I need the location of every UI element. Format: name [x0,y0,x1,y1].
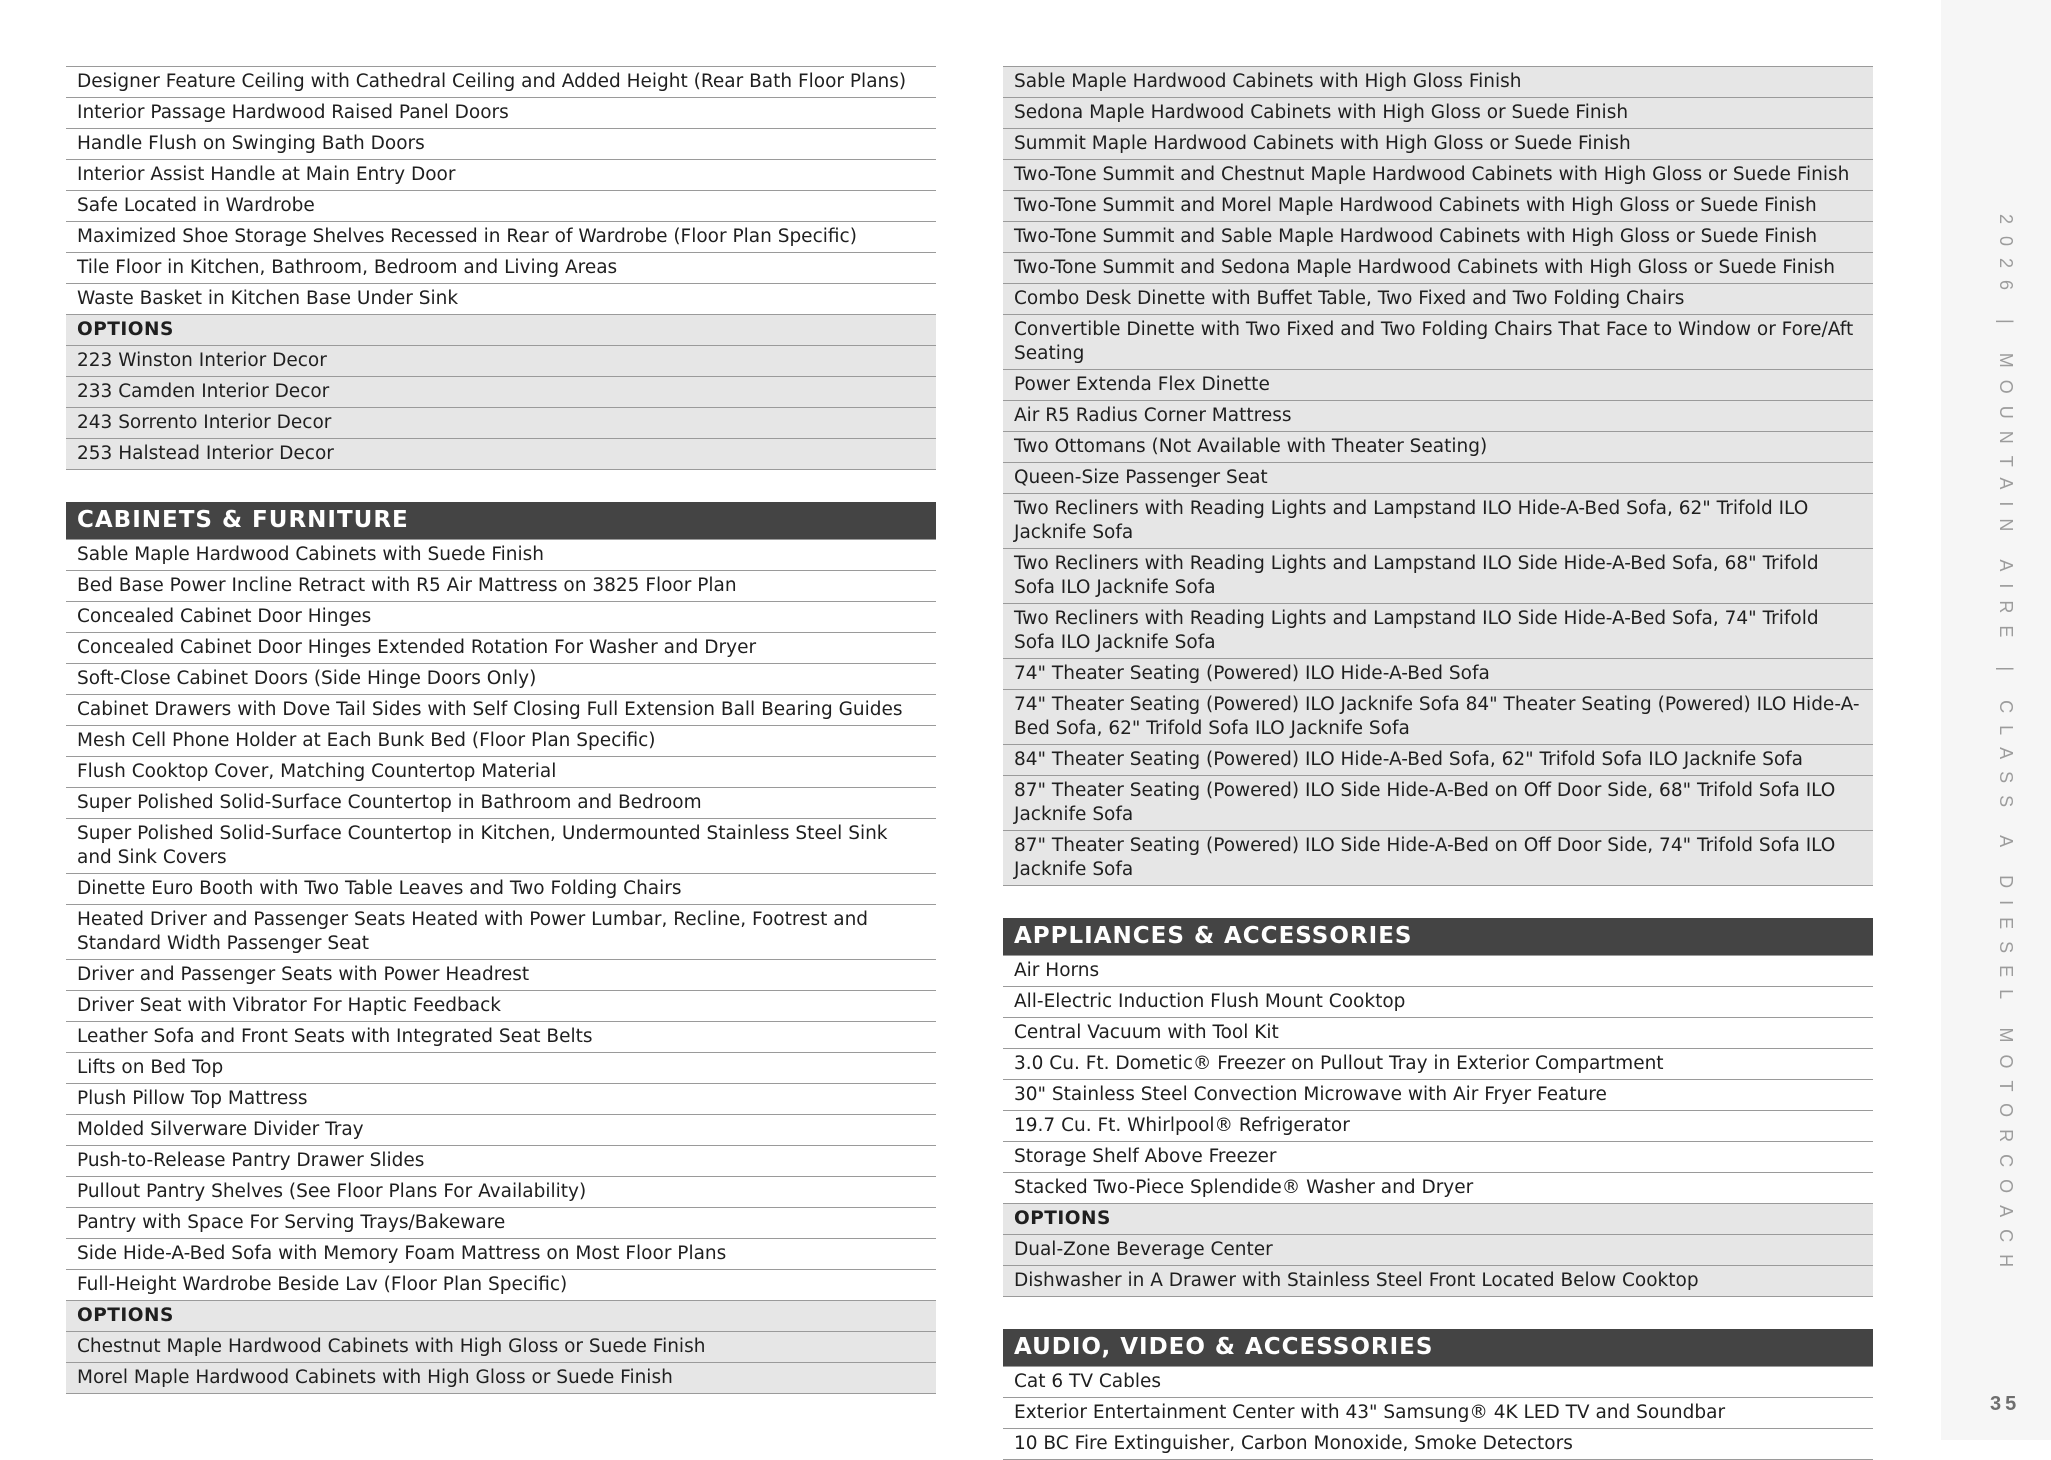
spec-row: Queen-Size Passenger Seat [1003,463,1873,494]
spec-row: Molded Silverware Divider Tray [66,1115,936,1146]
spec-row: Concealed Cabinet Door Hinges [66,602,936,633]
options-label: OPTIONS [66,315,936,346]
spec-row: Morel Maple Hardwood Cabinets with High Gloss or Suede Finish [66,1363,936,1394]
spec-row: Concealed Cabinet Door Hinges Extended Rotation For Washer and Dryer [66,633,936,664]
options-label: OPTIONS [66,1301,936,1332]
spec-row: Push-to-Release Pantry Drawer Slides [66,1146,936,1177]
spec-row: Mesh Cell Phone Holder at Each Bunk Bed (Floor Plan Specific) [66,726,936,757]
spec-row: 253 Halstead Interior Decor [66,439,936,470]
options-label: OPTIONS [1003,1204,1873,1235]
spec-row: 74" Theater Seating (Powered) ILO Hide-A-Bed Sofa [1003,659,1873,690]
spec-row: Driver Seat with Vibrator For Haptic Feedback [66,991,936,1022]
cabinet-options-list [1003,66,1873,886]
spec-row: Maximized Shoe Storage Shelves Recessed in Rear of Wardrobe (Floor Plan Specific) [66,222,936,253]
spec-row: Soft-Close Cabinet Doors (Side Hinge Doors Only) [66,664,936,695]
appliances-accessories-list [1003,955,1873,1297]
cabinets-furniture-list [66,539,936,1394]
running-header: 2026 | MOUNTAIN AIRE | CLASS A DIESEL MOTORCOACH [1996,214,2016,1280]
spec-row: Sable Maple Hardwood Cabinets with Suede Finish [66,539,936,571]
spec-row: Side Hide-A-Bed Sofa with Memory Foam Mattress on Most Floor Plans [66,1239,936,1270]
spec-row: Flush Cooktop Cover, Matching Countertop Material [66,757,936,788]
spec-row: Dual-Zone Beverage Center [1003,1235,1873,1266]
spec-row: Convertible Dinette with Two Fixed and Two Folding Chairs That Face to Window or Fore/Aft Seating [1003,315,1873,370]
interior-list [66,66,936,470]
spec-row: Designer Feature Ceiling with Cathedral Ceiling and Added Height (Rear Bath Floor Plans) [66,66,936,98]
spec-row: Sable Maple Hardwood Cabinets with High Gloss Finish [1003,66,1873,98]
spec-row: Waste Basket in Kitchen Base Under Sink [66,284,936,315]
spec-row: 84" Theater Seating (Powered) ILO Hide-A-Bed Sofa, 62" Trifold Sofa ILO Jacknife Sofa [1003,745,1873,776]
spec-row: Dishwasher in A Drawer with Stainless Steel Front Located Below Cooktop [1003,1266,1873,1297]
spec-row: Driver and Passenger Seats with Power Headrest [66,960,936,991]
spec-row: Chestnut Maple Hardwood Cabinets with High Gloss or Suede Finish [66,1332,936,1363]
spec-row: Two Recliners with Reading Lights and Lampstand ILO Side Hide-A-Bed Sofa, 68" Trifold Sofa ILO Jacknife Sofa [1003,549,1873,604]
spec-row: Two Recliners with Reading Lights and Lampstand ILO Hide-A-Bed Sofa, 62" Trifold ILO Jacknife Sofa [1003,494,1873,549]
spec-row: Leather Sofa and Front Seats with Integrated Seat Belts [66,1022,936,1053]
audio-video-header: AUDIO, VIDEO & ACCESSORIES [1003,1329,1873,1366]
spec-row: Power Extenda Flex Dinette [1003,370,1873,401]
spec-row: Storage Shelf Above Freezer [1003,1142,1873,1173]
spec-row: Combo Desk Dinette with Buffet Table, Two Fixed and Two Folding Chairs [1003,284,1873,315]
right-column [1003,66,1873,1460]
spec-row: 3.0 Cu. Ft. Dometic® Freezer on Pullout Tray in Exterior Compartment [1003,1049,1873,1080]
spec-row: Handle Flush on Swinging Bath Doors [66,129,936,160]
audio-video-list [1003,1366,1873,1460]
cabinets-furniture-header: CABINETS & FURNITURE [66,502,936,539]
spec-row: Air Horns [1003,955,1873,987]
spec-row: Super Polished Solid-Surface Countertop in Kitchen, Undermounted Stainless Steel Sink and Sink Covers [66,819,936,874]
spec-row: Two-Tone Summit and Chestnut Maple Hardwood Cabinets with High Gloss or Suede Finish [1003,160,1873,191]
spec-row: Sedona Maple Hardwood Cabinets with High Gloss or Suede Finish [1003,98,1873,129]
spec-row: Full-Height Wardrobe Beside Lav (Floor Plan Specific) [66,1270,936,1301]
spec-row: Interior Assist Handle at Main Entry Door [66,160,936,191]
spec-row: Pullout Pantry Shelves (See Floor Plans For Availability) [66,1177,936,1208]
spec-row: 19.7 Cu. Ft. Whirlpool® Refrigerator [1003,1111,1873,1142]
spec-row: Tile Floor in Kitchen, Bathroom, Bedroom and Living Areas [66,253,936,284]
spec-row: 10 BC Fire Extinguisher, Carbon Monoxide, Smoke Detectors [1003,1429,1873,1460]
spec-row: Interior Passage Hardwood Raised Panel Doors [66,98,936,129]
spec-row: Summit Maple Hardwood Cabinets with High Gloss or Suede Finish [1003,129,1873,160]
spec-row: 30" Stainless Steel Convection Microwave with Air Fryer Feature [1003,1080,1873,1111]
spec-row: Exterior Entertainment Center with 43" Samsung® 4K LED TV and Soundbar [1003,1398,1873,1429]
spec-row: 87" Theater Seating (Powered) ILO Side Hide-A-Bed on Off Door Side, 74" Trifold Sofa ILO Jacknife Sofa [1003,831,1873,886]
spec-row: Air R5 Radius Corner Mattress [1003,401,1873,432]
spec-row: 87" Theater Seating (Powered) ILO Side Hide-A-Bed on Off Door Side, 68" Trifold Sofa ILO Jacknife Sofa [1003,776,1873,831]
spec-row: Heated Driver and Passenger Seats Heated with Power Lumbar, Recline, Footrest and Standard Width Passenger Seat [66,905,936,960]
spec-row: Plush Pillow Top Mattress [66,1084,936,1115]
spec-row: Two Ottomans (Not Available with Theater Seating) [1003,432,1873,463]
spec-row: Super Polished Solid-Surface Countertop in Bathroom and Bedroom [66,788,936,819]
spec-row: Two Recliners with Reading Lights and Lampstand ILO Side Hide-A-Bed Sofa, 74" Trifold Sofa ILO Jacknife Sofa [1003,604,1873,659]
spec-row: Cabinet Drawers with Dove Tail Sides with Self Closing Full Extension Ball Bearing Guides [66,695,936,726]
page-number: 35 [1990,1393,2021,1415]
appliances-accessories-header: APPLIANCES & ACCESSORIES [1003,918,1873,955]
spec-row: 243 Sorrento Interior Decor [66,408,936,439]
spec-row: 233 Camden Interior Decor [66,377,936,408]
spec-row: Two-Tone Summit and Morel Maple Hardwood Cabinets with High Gloss or Suede Finish [1003,191,1873,222]
spec-row: Pantry with Space For Serving Trays/Bakeware [66,1208,936,1239]
spec-row: Central Vacuum with Tool Kit [1003,1018,1873,1049]
spec-row: Safe Located in Wardrobe [66,191,936,222]
spec-row: Two-Tone Summit and Sable Maple Hardwood Cabinets with High Gloss or Suede Finish [1003,222,1873,253]
spec-row: Stacked Two-Piece Splendide® Washer and Dryer [1003,1173,1873,1204]
spec-row: Lifts on Bed Top [66,1053,936,1084]
spec-row: Bed Base Power Incline Retract with R5 Air Mattress on 3825 Floor Plan [66,571,936,602]
spec-row: Two-Tone Summit and Sedona Maple Hardwood Cabinets with High Gloss or Suede Finish [1003,253,1873,284]
spec-row: Cat 6 TV Cables [1003,1366,1873,1398]
spec-row: 223 Winston Interior Decor [66,346,936,377]
spec-row: 74" Theater Seating (Powered) ILO Jacknife Sofa 84" Theater Seating (Powered) ILO Hide-A-Bed Sofa, 62" Trifold Sofa ILO Jacknife Sofa [1003,690,1873,745]
spec-row: Dinette Euro Booth with Two Table Leaves and Two Folding Chairs [66,874,936,905]
spec-row: All-Electric Induction Flush Mount Cooktop [1003,987,1873,1018]
left-column [66,66,936,1394]
